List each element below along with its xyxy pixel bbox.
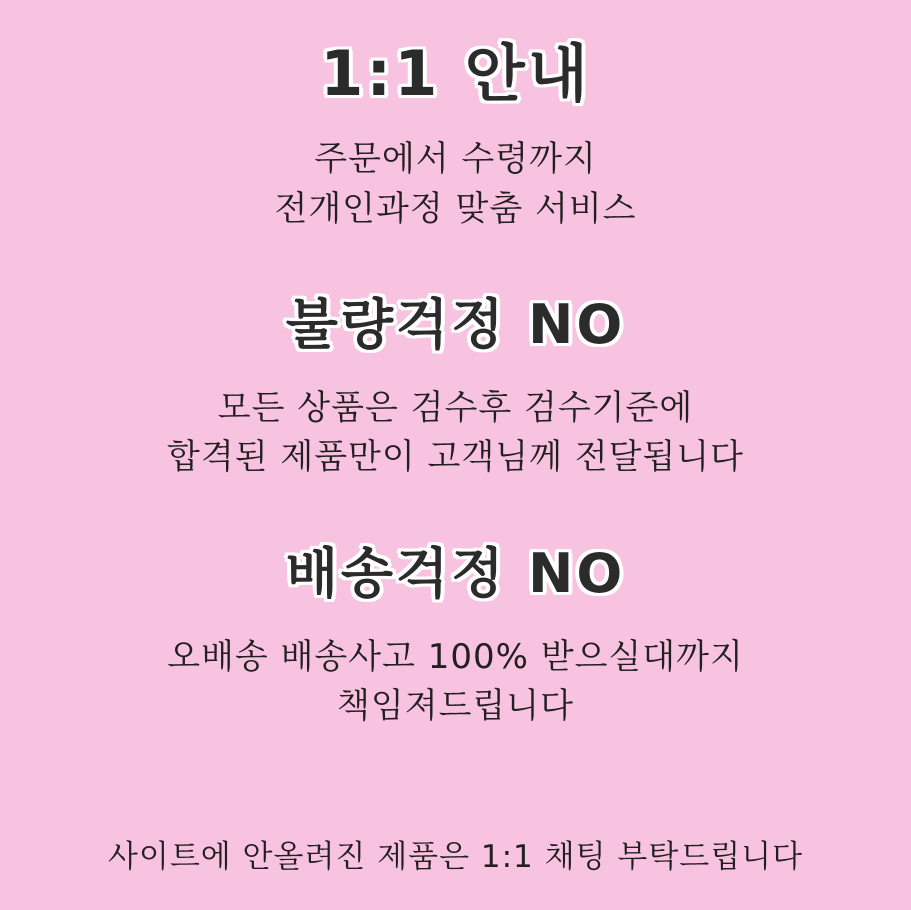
section-quality-line-2: 합격된 제품만이 고객님께 전달됩니다 bbox=[167, 437, 744, 478]
page-title: 1:1 안내 bbox=[320, 37, 591, 110]
section-shipping-heading: 배송걱정 NO bbox=[285, 541, 626, 605]
section-shipping-text bbox=[167, 633, 744, 732]
section-quality-heading: 불량걱정 NO bbox=[285, 292, 626, 356]
section-quality-text bbox=[167, 384, 744, 483]
intro-line-2: 전개인과정 맞춤 서비스 bbox=[274, 188, 637, 229]
intro-text bbox=[274, 135, 636, 234]
section-shipping-line-1: 오배송 배송사고 100% 받으실대까지 bbox=[167, 636, 744, 677]
section-quality bbox=[0, 260, 911, 483]
section-quality-line-1: 모든 상품은 검수후 검수기준에 bbox=[217, 387, 694, 428]
intro-line-1: 주문에서 수령까지 bbox=[314, 139, 597, 180]
section-shipping bbox=[0, 509, 911, 732]
footer-note: 사이트에 안올려진 제품은 1:1 채팅 부탁드립니다 bbox=[107, 839, 804, 875]
section-shipping-line-2: 책임져드립니다 bbox=[337, 685, 574, 726]
intro-block bbox=[0, 135, 911, 234]
